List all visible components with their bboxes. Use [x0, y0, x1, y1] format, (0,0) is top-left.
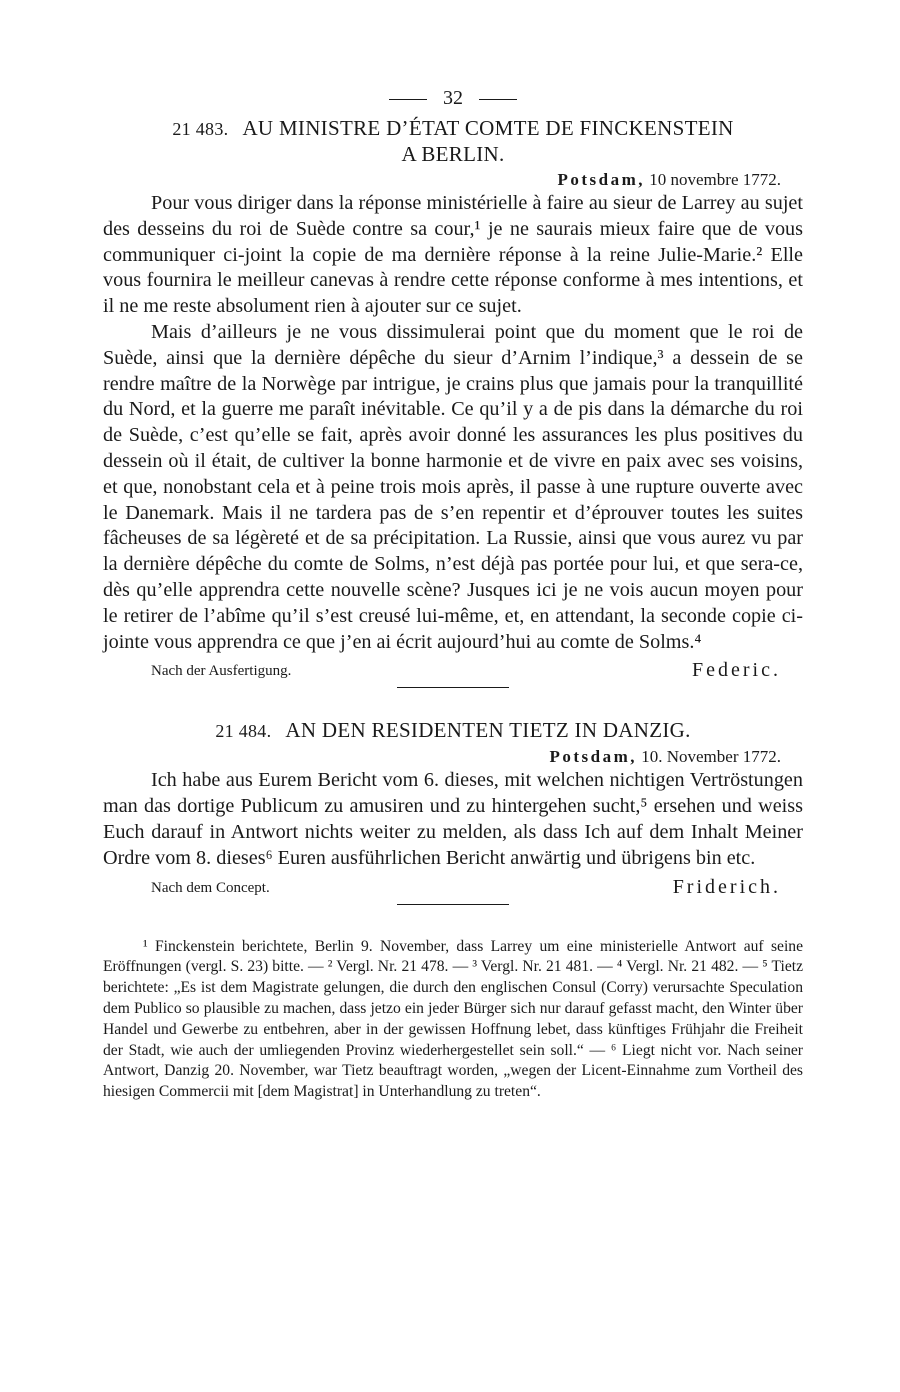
letter-heading: [103, 116, 803, 142]
letter-number: 21 483.: [172, 119, 229, 139]
page-number-dash-left: [389, 99, 427, 100]
letter-number: 21 484.: [215, 721, 272, 742]
section-gap: [103, 688, 803, 718]
page-number: 32: [443, 87, 463, 109]
footnotes: [103, 937, 803, 1103]
source-note: Nach dem Concept.: [151, 879, 270, 896]
section-divider: [397, 904, 509, 905]
letter-place: Potsdam,: [549, 747, 637, 767]
source-note: Nach der Ausfertigung.: [151, 663, 292, 680]
letter-title: AU MINISTRE D’ÉTAT COMTE DE FINCKENSTEIN: [242, 116, 734, 140]
letter-date: 10. November 1772.: [641, 747, 781, 767]
page-number-row: [103, 86, 803, 110]
letter-dateline: [103, 169, 781, 191]
signature-row: [103, 659, 803, 685]
letter-place: Potsdam,: [557, 170, 646, 189]
letter-21483: [103, 116, 803, 688]
signature: Federic.: [692, 659, 781, 682]
letter-dateline: [103, 746, 781, 768]
letter-paragraph: Mais d’ailleurs je ne vous dissimulerai point que du moment que le roi de Suède, ainsi que la dernière dépêche du sieur d’Arnim l’indique,³ a dessein de se rendre maître de la Norwège par intrigue, je crains plus que jamais pour la tranquillité du Nord, et la guerre me paraît inévitable. Ce qu’il y a de pis dans la démarche du roi de Suède, c’est qu’elle se fait, après avoir donné les assurances les plus positives du dessein où il était, de cultiver la bonne harmonie et de vivre en paix avec ses voisins, et que, nonobstant cela et à peine trois mois après, il passe à une rupture ouverte avec le Danemark. Mais il ne tardera pas de s’en repentir et d’éprouver toutes les suites fâcheuses de sa légèreté et de sa précipitation. La Russie, ainsi que vous aurez vu par la dernière dépêche du comte de Solms, n’est déjà pas portée pour lui, et que sera-ce, dès qu’elle apprendra cette nouvelle scène? Jusques ici je ne vois aucun moyen pour le retirer de l’abîme qu’il s’est creusé lui-même, et, en attendant, la seconde copie ci-jointe vous apprendra ce que j’en ai écrit aujourd’hui au comte de Solms.⁴: [103, 320, 803, 653]
letter-title: AN DEN RESIDENTEN TIETZ IN DANZIG.: [285, 718, 691, 743]
letter-body: [103, 191, 803, 655]
document-page: [103, 86, 803, 1103]
signature-row: [103, 876, 803, 902]
letter-paragraph: Ich habe aus Eurem Bericht vom 6. dieses, mit welchen nichtigen Vertröstungen man das dortige Publicum zu amusiren und zu hintergehen sucht,⁵ ersehen und weiss Euch darauf in Antwort nichts weiter zu melden, als dass Ich auf dem Inhalt Meiner Ordre vom 8. dieses⁶ Euren ausführlichen Bericht anwärtig und übrigens bin etc.: [103, 769, 803, 869]
letter-21484: [103, 718, 803, 904]
letter-heading: [103, 718, 803, 744]
letter-date: 10 novembre 1772.: [649, 170, 781, 189]
signature: Friderich.: [672, 875, 781, 898]
letter-body: [103, 768, 803, 871]
page-number-dash-right: [479, 99, 517, 100]
letter-paragraph: Pour vous diriger dans la réponse ministérielle à faire au sieur de Larrey au sujet des desseins du roi de Suède contre sa cour,¹ je ne saurais mieux faire que de vous communiquer ci-joint la copie de ma dernière réponse à la reine Julie-Marie.² Elle vous fournira le meilleur canevas à rendre cette réponse conforme à mes intentions, et il ne me reste absolument rien à ajouter sur ce sujet.: [103, 192, 803, 318]
footnote-text: ¹ Finckenstein berichtete, Berlin 9. November, dass Larrey um eine ministerielle Antwort auf seine Eröffnungen (vergl. S. 23) bitte. — ² Vergl. Nr. 21 478. — ³ Vergl. Nr. 21 481. — ⁴ Vergl. Nr. 21 482. — ⁵ Tietz berichtete: „Es ist dem Magistrate gelungen, die durch den englischen Consul (Corry) verursachte Speculation dem Publico so plausible zu machen, dass jetzo ein jeder Bürger sich nur darauf gefasst macht, den Winter über Handel und Gewerbe zu entbehren, aber in der gewissen Hoffnung lebet, dass künftiges Frühjahr die Freiheit der Stadt, wie auch der umliegenden Provinz wiederhergestellet sein soll.“ — ⁶ Liegt nicht vor. Nach seiner Antwort, Danzig 20. November, war Tietz beauftragt worden, „wegen der Licent-Einnahme zum Vortheil des hiesigen Commercii mit [dem Magistrat] in Unterhandlung zu treten“.: [103, 937, 803, 1101]
letter-title-line2: A BERLIN.: [401, 142, 505, 166]
